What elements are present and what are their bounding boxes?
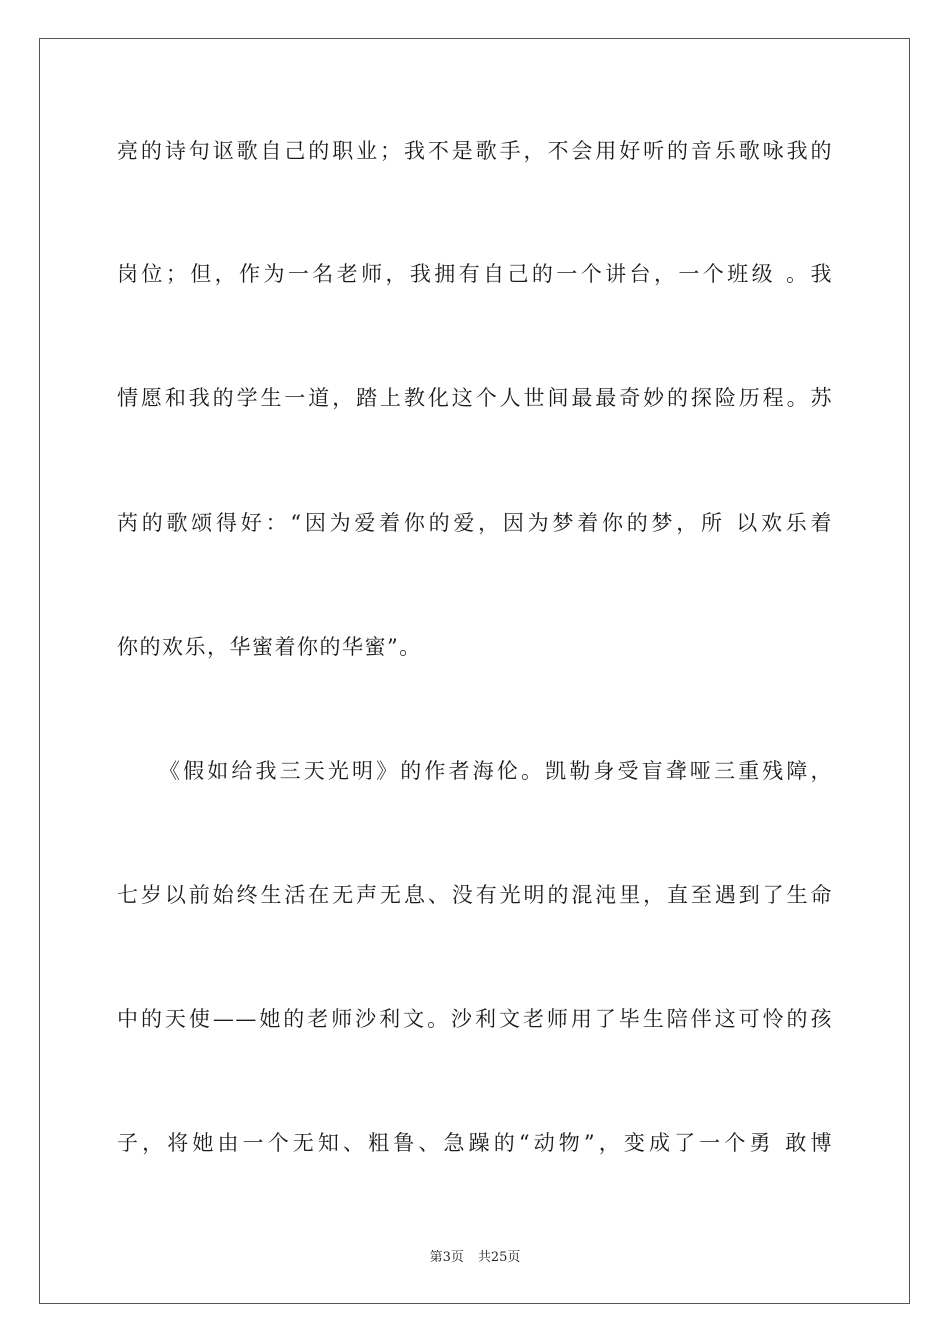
text-line: 子，将她由一个无知、粗鲁、急躁的“动物”，变成了一个勇 敢博 — [117, 1131, 833, 1155]
page-border — [39, 38, 910, 1304]
text-line: 中的天使——她的老师沙利文。沙利文老师用了毕生陪伴这可怜的孩 — [117, 1007, 833, 1031]
page-footer — [0, 1246, 950, 1265]
page-number: 第3页 — [429, 1250, 464, 1265]
text-line: 岗位；但，作为一名老师，我拥有自己的一个讲台，一个班级 。我 — [117, 262, 833, 286]
text-line: 芮的歌颂得好：“因为爱着你的爱，因为梦着你的梦，所 以欢乐着 — [117, 511, 833, 535]
paragraph-first-line: 《假如给我三天光明》的作者海伦。凯勒身受盲聋哑三重残障， — [159, 759, 833, 783]
page-total: 共25页 — [477, 1250, 521, 1265]
text-line: 亮的诗句讴歌自己的职业；我不是歌手，不会用好听的音乐歌咏我的 — [117, 139, 833, 163]
text-line: 情愿和我的学生一道，踏上教化这个人世间最最奇妙的探险历程。苏 — [117, 386, 833, 410]
text-line: 你的欢乐，华蜜着你的华蜜”。 — [117, 635, 422, 659]
text-line: 七岁以前始终生活在无声无息、没有光明的混沌里，直至遇到了生命 — [117, 883, 833, 907]
